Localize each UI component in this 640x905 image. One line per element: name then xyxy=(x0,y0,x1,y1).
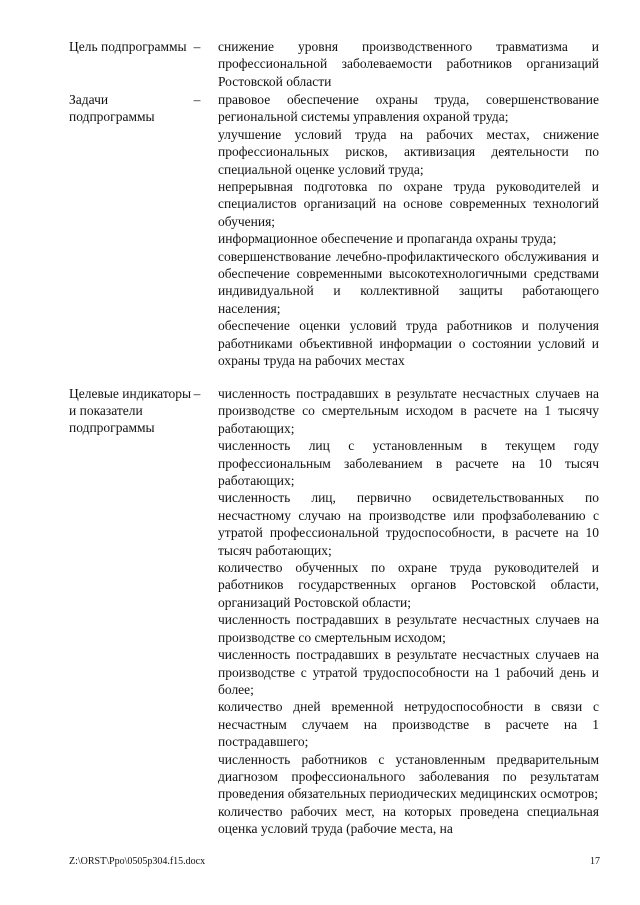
content-item: непрерывная подготовка по охране труда руководителей и специалистов организаций на основе современных технологий обучения; xyxy=(218,179,599,229)
content-item: улучшение условий труда на рабочих местах, снижение профессиональных рисков, активизация деятельности по специальной оценке условий труда; xyxy=(218,126,599,177)
content-item: численность лиц с установленным в текущем году профессиональным заболеванием в расчете на 10 тысяч работающих; xyxy=(218,438,599,489)
content-item: правовое обеспечение охраны труда, совершенствование региональной системы управления охраной труда; xyxy=(218,92,599,125)
dash-separator: – xyxy=(193,92,201,107)
content-item: численность пострадавших в результате несчастных случаев на производстве со смертельным исходом; xyxy=(218,612,599,645)
section-label: Задачи подпрограммы xyxy=(69,92,155,124)
content-item: снижение уровня производственного травматизма и профессиональной заболеваемости работников организаций Ростовской области xyxy=(218,39,599,89)
content-item: совершенствование лечебно-профилактического обслуживания и обеспечение современными высокотехнологичными средствами индивидуальной и коллективной защиты работающего населения; xyxy=(218,248,599,316)
content-item: численность работников с установленным предварительным диагнозом профессионального заболевания по результатам проведения обязательных периодических медицинских осмотров; xyxy=(218,751,599,802)
dash-separator: – xyxy=(193,386,201,401)
content-item: численность лиц, первично освидетельствованных по несчастному случаю на производстве или профзаболеванию с утратой профессиональной трудоспособности, в расчете на 10 тысяч работающих; xyxy=(218,490,599,558)
footer-file-path: Z:\ORST\Ppo\0505p304.f15.docx xyxy=(69,856,206,867)
content-item: количество обученных по охране труда руководителей и работников государственных органов Ростовской области, организаций Ростовской области; xyxy=(218,560,599,610)
content-item: численность пострадавших в результате несчастных случаев на производстве с утратой трудоспособности на 1 рабочий день и более; xyxy=(218,647,599,697)
section-label: Целевые индикаторы и показатели подпрограммы xyxy=(69,386,192,435)
section-content xyxy=(218,38,599,90)
section-label: Цель подпрограммы xyxy=(69,39,187,54)
content-item: количество дней временной нетрудоспособности в связи с несчастным случаем на производстве в расчете на 1 пострадавшего; xyxy=(218,699,599,750)
content-item: информационное обеспечение и пропаганда охраны труда; xyxy=(218,231,557,247)
content-item: численность пострадавших в результате несчастных случаев на производстве со смертельным исходом в расчете на 1 тысячу работающих; xyxy=(218,386,599,436)
content-item: количество рабочих мест, на которых проведена специальная оценка условий труда (рабочие места, на xyxy=(218,803,599,837)
footer-page-number: 17 xyxy=(590,856,600,867)
content-item: обеспечение оценки условий труда работников и получения работниками объективной информации о состоянии условий и охраны труда на рабочих местах xyxy=(218,318,599,369)
section-content xyxy=(218,91,599,370)
dash-separator: – xyxy=(193,39,201,54)
section-content xyxy=(218,385,599,838)
